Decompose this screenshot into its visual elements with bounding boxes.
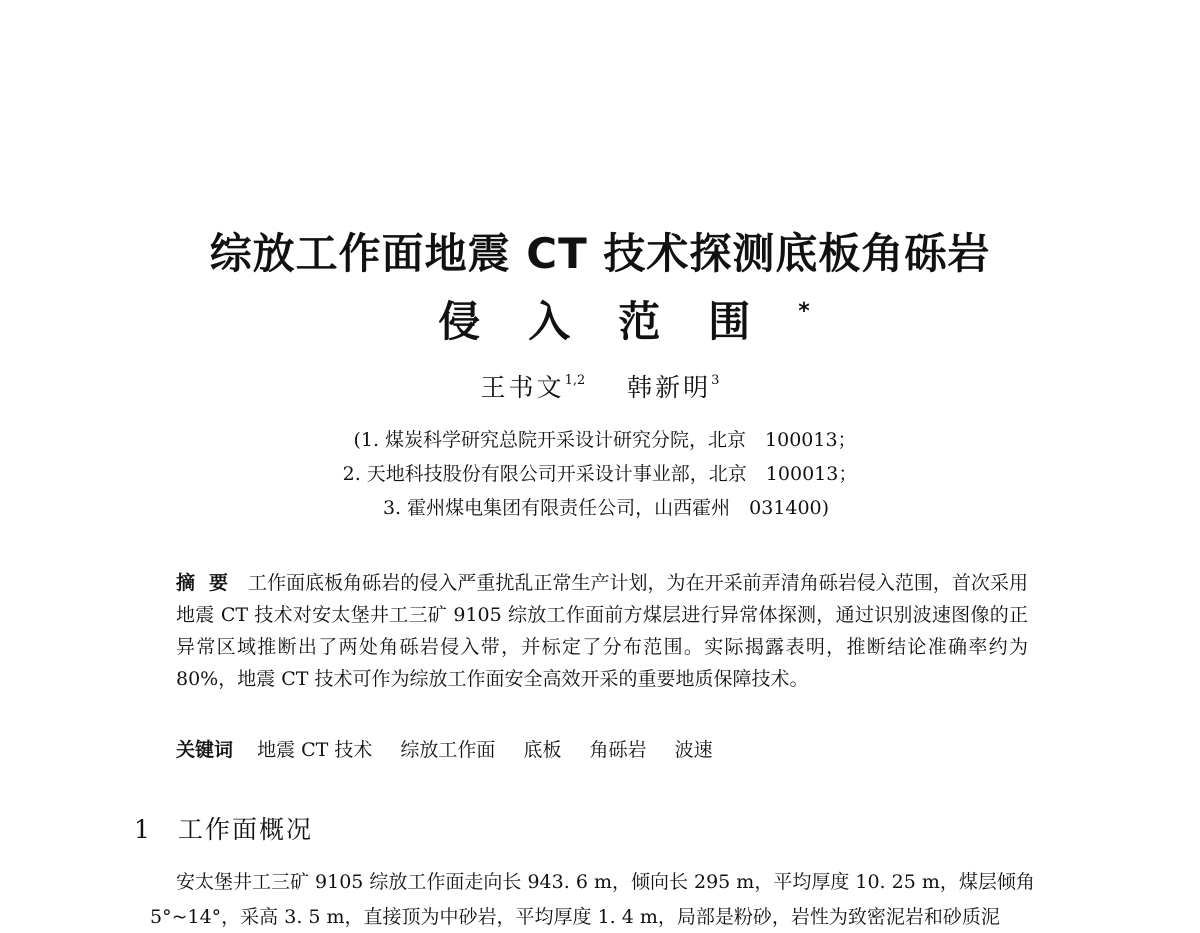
- section-title: 工作面概况: [178, 815, 314, 844]
- section-heading: [134, 812, 313, 848]
- keywords-label: 关键词: [176, 739, 234, 761]
- keyword: 综放工作面: [400, 739, 496, 761]
- keyword: 波速: [674, 739, 713, 761]
- abstract-label: 摘要: [176, 572, 243, 594]
- title-footnote-mark: *: [798, 299, 810, 324]
- author-name: 韩新明: [627, 373, 712, 402]
- author-name: 王书文: [480, 373, 565, 402]
- body-paragraph-line-1: 安太堡井工三矿 9105 综放工作面走向长 943. 6 m，倾向长 295 m，平均厚度 10. 25 m，煤层倾角: [176, 871, 1035, 893]
- title-text-1: 综放工作面地震 CT 技术探测底板角砾岩: [209, 229, 991, 278]
- affiliation-2: 2. 天地科技股份有限公司开采设计事业部，北京 100013；: [342, 463, 858, 485]
- keyword: 底板: [523, 739, 562, 761]
- author-affil-mark: 3: [711, 373, 720, 388]
- affiliation-3: 3. 霍州煤电集团有限责任公司，山西霍州 031400): [382, 497, 830, 519]
- body-paragraph-line-2: 5°~14°，采高 3. 5 m，直接顶为中砂岩，平均厚度 1. 4 m，局部是粉砂，岩性为致密泥岩和砂质泥: [150, 906, 1000, 928]
- abstract: [176, 567, 1028, 695]
- keyword: 角砾岩: [589, 739, 647, 761]
- section-number: 1: [134, 815, 150, 844]
- keyword: 地震 CT 技术: [257, 739, 373, 761]
- abstract-text: 工作面底板角砾岩的侵入严重扰乱正常生产计划，为在开采前弄清角砾岩侵入范围，首次采用地震 CT 技术对安太堡井工三矿 9105 综放工作面前方煤层进行异常体探测，通过识别波速图像的正异常区域推断出了两处角砾岩侵入带，并标定了分布范围。实际揭露表明，推断结论准确率约为 80%，地震 CT 技术可作为综放工作面安全高效开采的重要地质保障技术。: [176, 572, 1028, 690]
- title-line-1: [0, 228, 1200, 280]
- title-text-2: 侵入范围: [438, 297, 799, 346]
- author-list: [0, 363, 1200, 406]
- author-affil-mark: 1,2: [564, 373, 586, 388]
- keywords: [176, 734, 1028, 766]
- title-line-2: [0, 286, 1200, 348]
- affiliation-1: (1. 煤炭科学研究总院开采设计研究分院，北京 100013；: [353, 429, 857, 451]
